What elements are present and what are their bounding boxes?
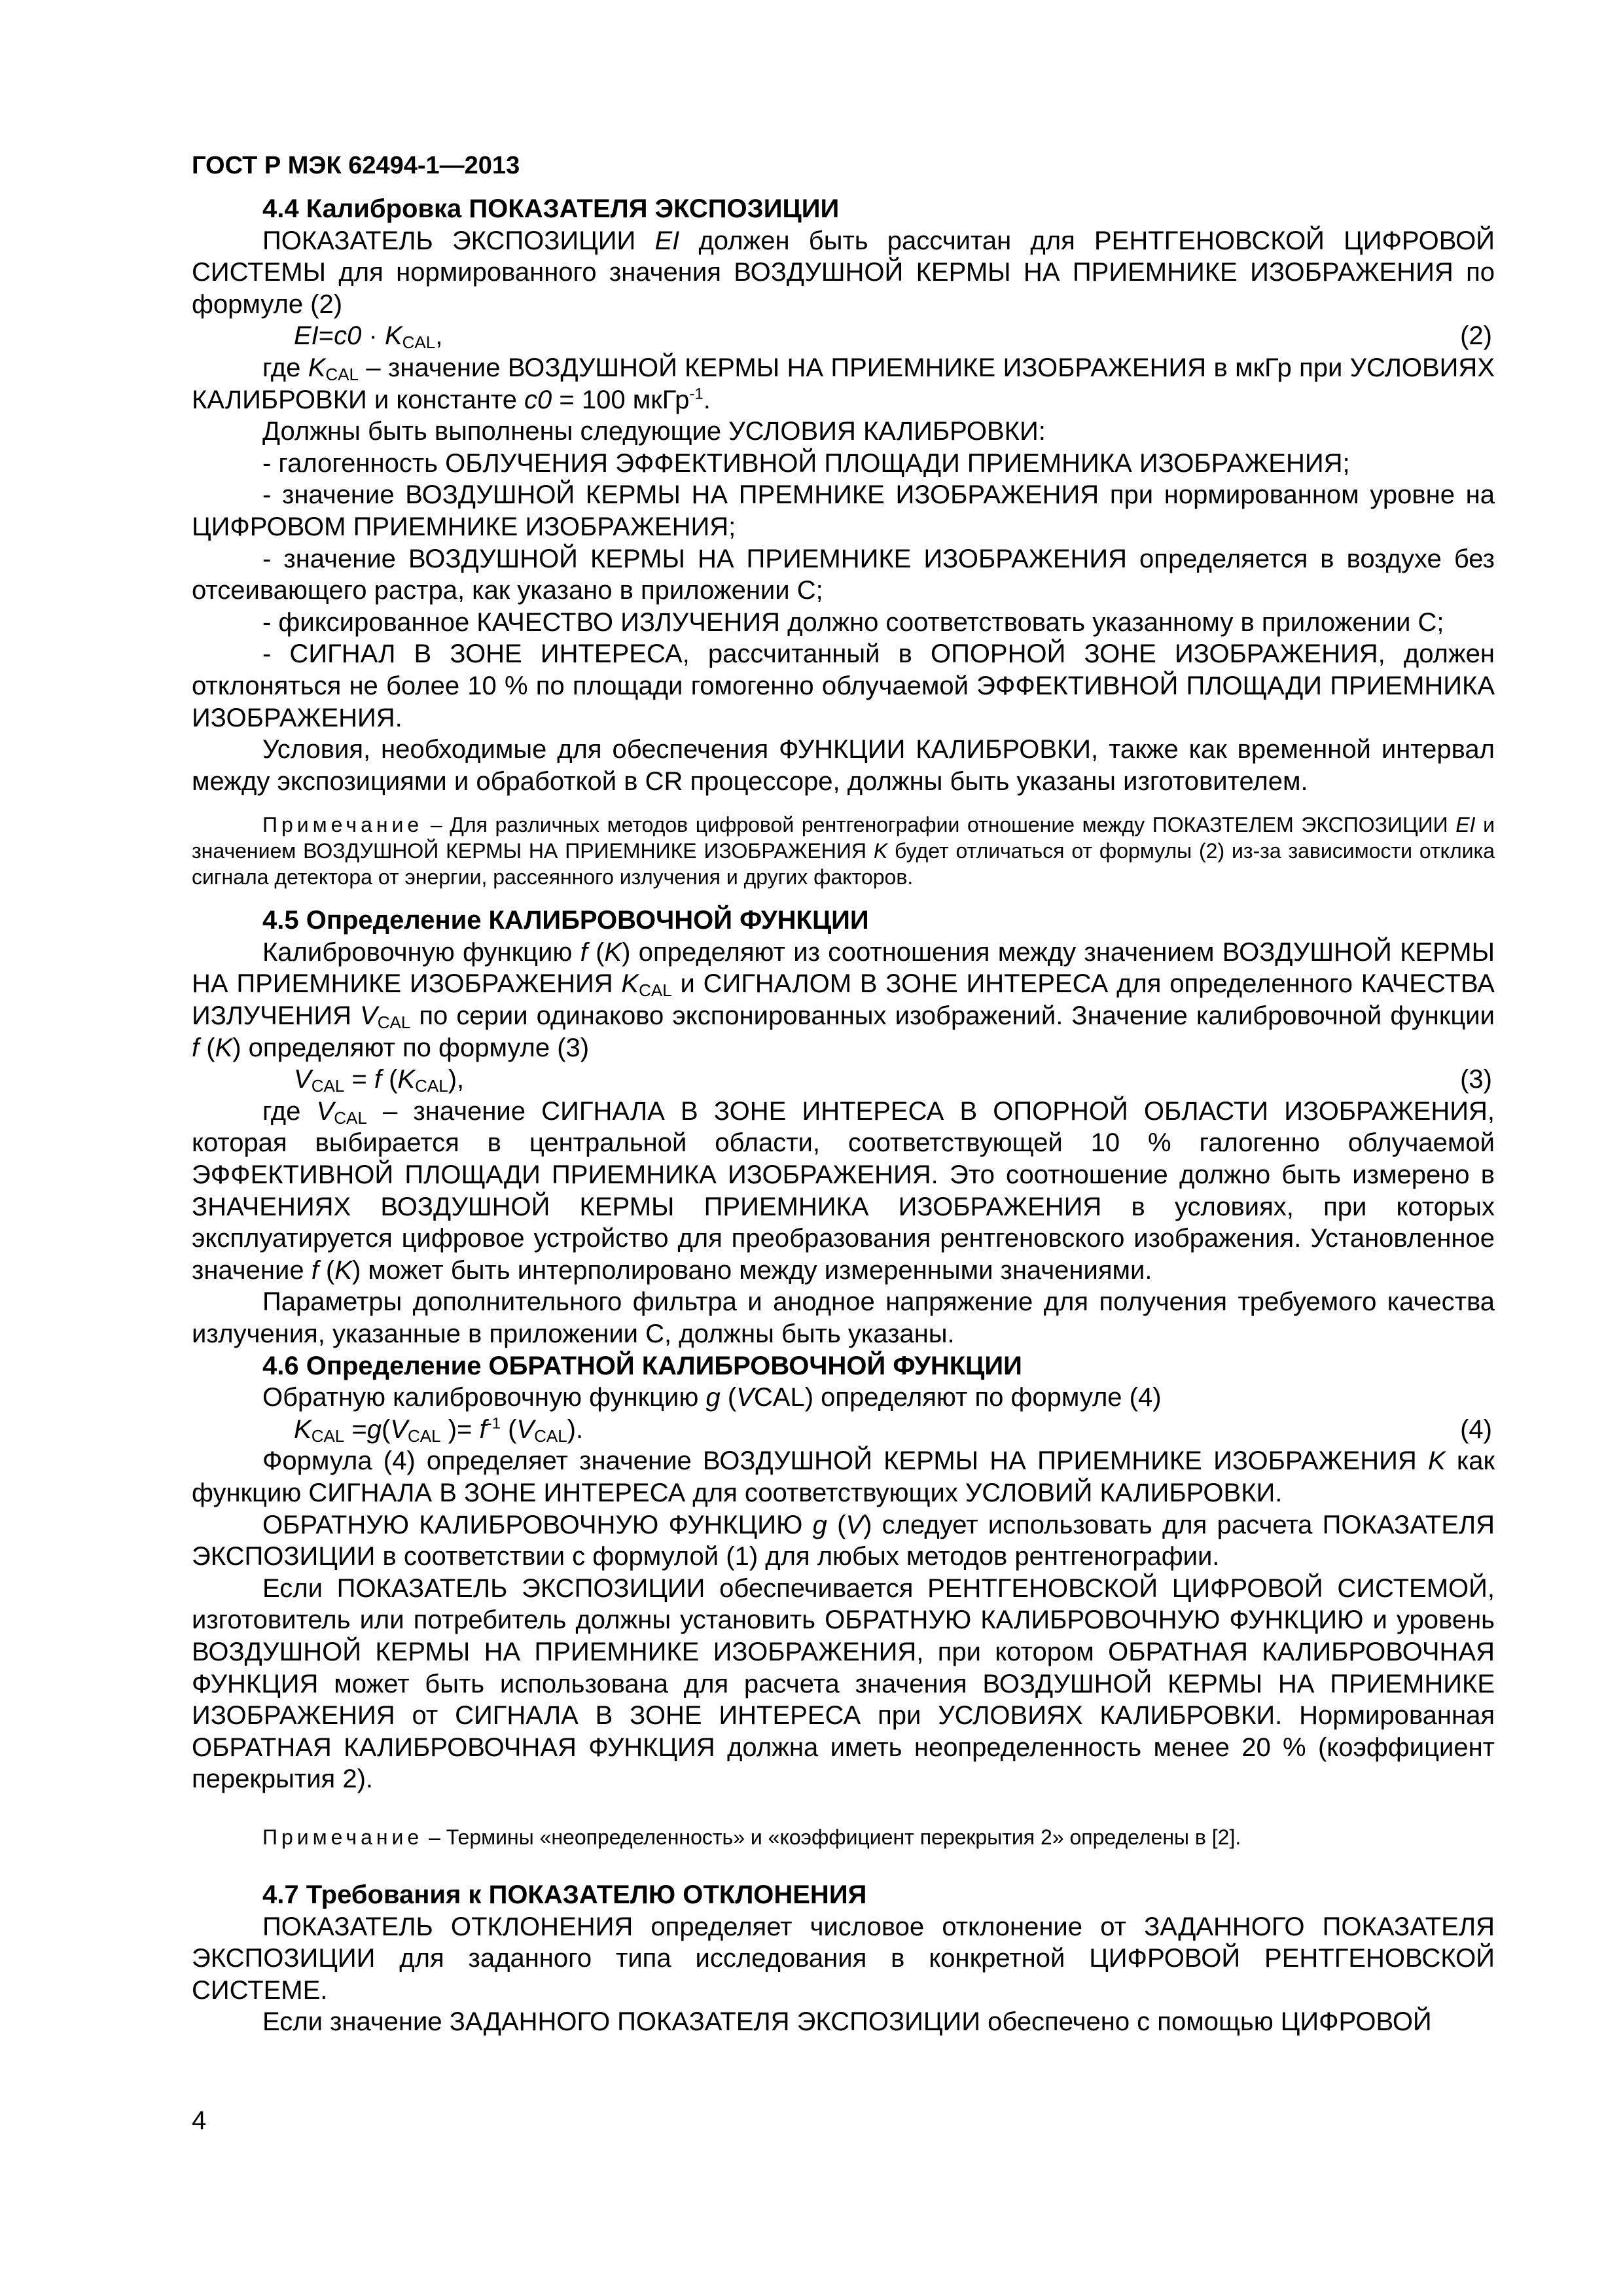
paragraph: ПОКАЗАТЕЛЬ ОТКЛОНЕНИЯ определяет числовое отклонение от ЗАДАННОГО ПОКАЗАТЕЛЯ ЭКСПОЗИЦИИ для заданного типа исследования в конкретной ЦИФРОВОЙ РЕНТГЕНОВСКОЙ СИСТЕМЕ. bbox=[192, 1912, 1495, 2005]
paragraph: Формула (4) определяет значение ВОЗДУШНОЙ КЕРМЫ НА ПРИЕМНИКЕ ИЗОБРАЖЕНИЯ K как функцию СИГНАЛА В ЗОНЕ ИНТЕРЕСА для соответствующих УСЛОВИЙ КАЛИБРОВКИ. bbox=[192, 1446, 1495, 1507]
list-item: - СИГНАЛ В ЗОНЕ ИНТЕРЕСА, рассчитанный в ОПОРНОЙ ЗОНЕ ИЗОБРАЖЕНИЯ, должен отклоняться не более 10 % по площади гомогенно облучаемой ЭФФЕКТИВНОЙ ПЛОЩАДИ ПРИЕМНИКА ИЗОБРАЖЕНИЯ. bbox=[192, 639, 1495, 732]
list-item: - фиксированное КАЧЕСТВО ИЗЛУЧЕНИЯ должно соответствовать указанному в приложении С; bbox=[262, 607, 1444, 637]
note: Примечание – Термины «неопределенность» и «коэффициент перекрытия 2» определены в [2]. bbox=[262, 1825, 1241, 1849]
paragraph: Должны быть выполнены следующие УСЛОВИЯ КАЛИБРОВКИ: bbox=[262, 417, 1046, 446]
formula-3: $V_{CAL} = f$ $(K_{CAL})$, (3) bbox=[192, 1064, 1495, 1096]
page-number: 4 bbox=[192, 2106, 207, 2135]
paragraph: где $V_{CAL}$ – значение СИГНАЛА В ЗОНЕ ИНТЕРЕСА В ОПОРНОЙ ОБЛАСТИ ИЗОБРАЖЕНИЯ, которая выбирается в центральной области, соответствующей 10 % галогенно облучаемой ЭФФЕКТИВНОЙ ПЛОЩАДИ ПРИЕМНИКА ИЗОБРАЖЕНИЯ. Это соотношение должно быть измерено в ЗНАЧЕНИЯХ ВОЗДУШНОЙ КЕРМЫ ПРИЕМНИКА ИЗОБРАЖЕНИЯ в условиях, при которых эксплуатируется цифровое устройство для преобразования рентгеновского изображения. Установленное значение f (K) может быть интерполировано между измеренными значениями. bbox=[192, 1096, 1495, 1285]
formula-2: $EI=c0 \cdot K_{CAL}$, (2) bbox=[192, 320, 1495, 352]
paragraph: Условия, необходимые для обеспечения ФУНКЦИИ КАЛИБРОВКИ, также как временной интервал между экспозициями и обработкой в CR процессоре, должны быть указаны изготовителем. bbox=[192, 735, 1495, 796]
section-title-4-6: 4.6 Определение ОБРАТНОЙ КАЛИБРОВОЧНОЙ ФУНКЦИИ bbox=[262, 1351, 1022, 1380]
formula-number: (3) bbox=[1460, 1065, 1492, 1094]
note: Примечание – Для различных методов цифровой рентгенографии отношение между ПОКАЗТЕЛЕМ ЭКСПОЗИЦИИ EI и значением ВОЗДУШНОЙ КЕРМЫ НА ПРИЕМНИКЕ ИЗОБРАЖЕНИЯ K будет отличаться от формулы (2) из-за зависимости отклика сигнала детектора от энергии, рассеянного излучения и других факторов. bbox=[192, 813, 1495, 889]
paragraph: Если значение ЗАДАННОГО ПОКАЗАТЕЛЯ ЭКСПОЗИЦИИ обеспечено с помощью ЦИФРОВОЙ bbox=[262, 2007, 1432, 2037]
list-item: - значение ВОЗДУШНОЙ КЕРМЫ НА ПРИЕМНИКЕ ИЗОБРАЖЕНИЯ определяется в воздухе без отсеивающего растра, как указано в приложении С; bbox=[192, 544, 1495, 605]
section-title-4-7: 4.7 Требования к ПОКАЗАТЕЛЮ ОТКЛОНЕНИЯ bbox=[262, 1880, 867, 1909]
paragraph: где $K_{CAL}$ – значение ВОЗДУШНОЙ КЕРМЫ НА ПРИЕМНИКЕ ИЗОБРАЖЕНИЯ в мкГр при УСЛОВИЯХ КАЛИБРОВКИ и константе c0 = 100 мкГр$^{-1}$. bbox=[192, 353, 1495, 414]
paragraph: Обратную калибровочную функцию g (VCAL) определяют по формуле (4) bbox=[262, 1383, 1162, 1412]
paragraph: Калибровочную функцию f (K) определяют из соотношения между значением ВОЗДУШНОЙ КЕРМЫ НА ПРИЕМНИКЕ ИЗОБРАЖЕНИЯ $K_{CAL}$ и СИГНАЛОМ В ЗОНЕ ИНТЕРЕСА для определенного КАЧЕСТВА ИЗЛУЧЕНИЯ $V_{CAL}$ по серии одинаково экспонированных изображений. Значение калибровочной функции f (K) определяют по формуле (3) bbox=[192, 937, 1495, 1062]
section-title-4-4: 4.4 Калибровка ПОКАЗАТЕЛЯ ЭКСПОЗИЦИИ bbox=[262, 194, 840, 223]
document-body bbox=[192, 193, 1495, 2038]
paragraph: Если ПОКАЗАТЕЛЬ ЭКСПОЗИЦИИ обеспечивается РЕНТГЕНОВСКОЙ ЦИФРОВОЙ СИСТЕМОЙ, изготовитель или потребитель должны установить ОБРАТНУЮ КАЛИБРОВОЧНУЮ ФУНКЦИЮ и уровень ВОЗДУШНОЙ КЕРМЫ НА ПРИЕМНИКЕ ИЗОБРАЖЕНИЯ, при котором ОБРАТНАЯ КАЛИБРОВОЧНАЯ ФУНКЦИЯ может быть использована для расчета значения ВОЗДУШНОЙ КЕРМЫ НА ПРИЕМНИКЕ ИЗОБРАЖЕНИЯ от СИГНАЛА В ЗОНЕ ИНТЕРЕСА при УСЛОВИЯХ КАЛИБРОВКИ. Нормированная ОБРАТНАЯ КАЛИБРОВОЧНАЯ ФУНКЦИЯ должна иметь неопределенность менее 20 % (коэффициент перекрытия 2). bbox=[192, 1573, 1495, 1794]
paragraph: ПОКАЗАТЕЛЬ ЭКСПОЗИЦИИ EI должен быть рассчитан для РЕНТГЕНОВСКОЙ ЦИФРОВОЙ СИСТЕМЫ для нормированного значения ВОЗДУШНОЙ КЕРМЫ НА ПРИЕМНИКЕ ИЗОБРАЖЕНИЯ по формуле (2) bbox=[192, 226, 1495, 319]
paragraph: Параметры дополнительного фильтра и анодное напряжение для получения требуемого качества излучения, указанные в приложении С, должны быть указаны. bbox=[192, 1287, 1495, 1348]
standard-header: ГОСТ Р МЭК 62494-1—2013 bbox=[192, 152, 520, 179]
formula-number: (4) bbox=[1460, 1414, 1492, 1444]
list-item: - значение ВОЗДУШНОЙ КЕРМЫ НА ПРЕМНИКЕ ИЗОБРАЖЕНИЯ при нормированном уровне на ЦИФРОВОМ ПРИЕМНИКЕ ИЗОБРАЖЕНИЯ; bbox=[192, 480, 1495, 541]
section-title-4-5: 4.5 Определение КАЛИБРОВОЧНОЙ ФУНКЦИИ bbox=[262, 906, 869, 935]
formula-number: (2) bbox=[1460, 321, 1492, 351]
paragraph: ОБРАТНУЮ КАЛИБРОВОЧНУЮ ФУНКЦИЮ g (V) следует использовать для расчета ПОКАЗАТЕЛЯ ЭКСПОЗИЦИИ в соответствии с формулой (1) для любых методов рентгенографии. bbox=[192, 1510, 1495, 1571]
list-item: - галогенность ОБЛУЧЕНИЯ ЭФФЕКТИВНОЙ ПЛОЩАДИ ПРИЕМНИКА ИЗОБРАЖЕНИЯ; bbox=[262, 448, 1350, 478]
formula-4: $K_{CAL} =g(V_{CAL}$ )= $f^{-1}$ $(V_{CAL})$. (4) bbox=[192, 1414, 1495, 1446]
